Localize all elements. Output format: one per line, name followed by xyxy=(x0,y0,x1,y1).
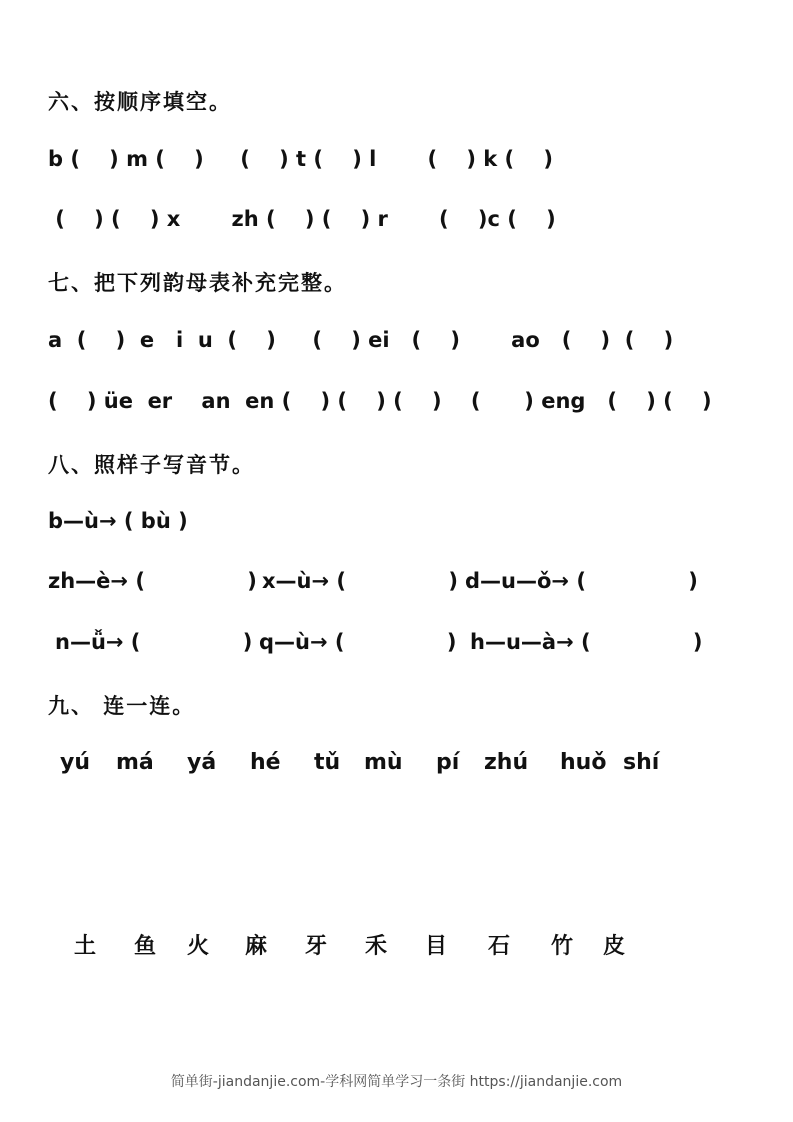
section-nine-title: 九、 连一连。 xyxy=(48,693,196,718)
hanzi-item: 牙 xyxy=(305,933,328,959)
pinyin-item: huǒ xyxy=(560,750,607,775)
fill-sequence-line-1: b ( ) m ( ) ( ) t ( ) l ( ) k ( ) xyxy=(48,147,553,171)
syllable-item: zh—è→ ( ) xyxy=(48,569,257,593)
syllable-item: x—ù→ ( ) xyxy=(262,569,458,593)
fill-sequence-line-2: ( ) ( ) x zh ( ) ( ) r ( )c ( ) xyxy=(48,207,556,231)
hanzi-item: 土 xyxy=(74,933,97,959)
pinyin-item: mù xyxy=(364,750,403,775)
hanzi-item: 鱼 xyxy=(134,933,157,959)
section-six-title: 六、按顺序填空。 xyxy=(48,89,232,114)
hanzi-item: 竹 xyxy=(551,933,574,959)
finals-line-2: ( ) üe er an en ( ) ( ) ( ) ( ) eng ( ) ( ) xyxy=(48,389,712,413)
pinyin-item: hé xyxy=(250,750,281,775)
pinyin-item: yá xyxy=(187,750,217,775)
syllable-item: d—u—ǒ→ ( ) xyxy=(465,569,698,593)
footer-watermark: 简单街-jiandanjie.com-学科网简单学习一条街 https://jiandanjie.com xyxy=(170,1074,623,1090)
pinyin-item: má xyxy=(116,750,154,775)
hanzi-item: 皮 xyxy=(603,933,626,959)
pinyin-item: shí xyxy=(623,750,660,775)
pinyin-item: zhú xyxy=(484,750,529,775)
hanzi-item: 石 xyxy=(488,933,511,959)
syllable-item: h—u—à→ ( ) xyxy=(470,630,703,654)
pinyin-item: pí xyxy=(436,750,460,775)
syllable-item: n—ǚ→ ( ) xyxy=(55,630,253,654)
syllable-example: b—ù→ ( bù ) xyxy=(48,509,188,533)
section-seven-title: 七、把下列韵母表补充完整。 xyxy=(48,270,347,295)
section-eight-title: 八、照样子写音节。 xyxy=(48,452,255,477)
syllable-item: q—ù→ ( ) xyxy=(259,630,457,654)
hanzi-item: 目 xyxy=(425,933,448,959)
hanzi-item: 火 xyxy=(187,933,210,959)
hanzi-item: 禾 xyxy=(365,933,388,959)
pinyin-item: tǔ xyxy=(314,750,341,775)
finals-line-1: a ( ) e i u ( ) ( ) ei ( ) ao ( ) ( ) xyxy=(48,328,674,352)
hanzi-item: 麻 xyxy=(245,933,268,959)
pinyin-item: yú xyxy=(60,750,91,775)
